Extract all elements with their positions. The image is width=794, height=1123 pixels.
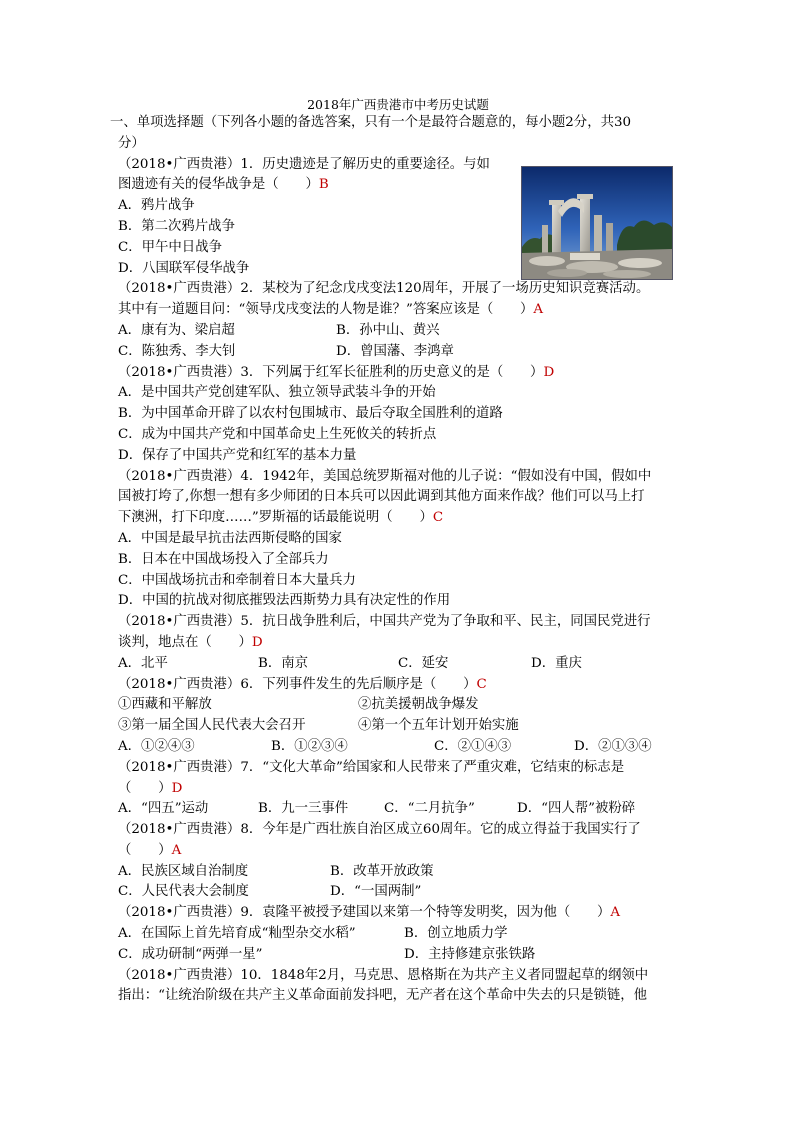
q2-option-b: B．孙中山、黄兴 (336, 322, 440, 338)
q6-option-d: D．②①③④ (574, 738, 652, 754)
q10-stem-cont: 指出：“让统治阶级在共产主义革命面前发抖吧，无产者在这个革命中失去的只是锁链，他 (118, 988, 648, 1004)
q5-option-d: D．重庆 (531, 655, 582, 671)
q4-option-c: C．中国战场抗击和牵制着日本大量兵力 (118, 572, 356, 588)
q9-option-d: D．主持修建京张铁路 (404, 946, 536, 962)
q10-stem: （2018•广西贵港）10．1848年2月，马克思、恩格斯在为共产主义者同盟起草的纲领中 (118, 967, 649, 983)
q6-option-b: B．①②③④ (271, 738, 348, 754)
q2-option-d: D．曾国藩、李鸿章 (336, 343, 454, 359)
page-title: 2018年广西贵港市中考历史试题 (307, 97, 489, 112)
q1-option-d: D．八国联军侵华战争 (118, 260, 250, 276)
q6-event-4: ④第一个五年计划开始实施 (358, 718, 519, 734)
q4-stem: （2018•广西贵港）4．1942年，美国总统罗斯福对他的儿子说：“假如没有中国，假如中 (118, 468, 652, 484)
q9-stem: （2018•广西贵港）9．袁隆平被授予建国以来第一个特等发明奖，因为他（ ）A (118, 905, 621, 921)
q1-option-a: A．鸦片战争 (118, 198, 195, 214)
q2-option-a: A．康有为、梁启超 (118, 322, 235, 338)
q6-event-3: ③第一届全国人民代表大会召开 (118, 718, 306, 734)
q2-options-row2 (118, 342, 678, 363)
q4-stem-cont: 国被打垮了,你想一想有多少师团的日本兵可以因此调到其他方面来作战？他们可以马上打 (118, 489, 645, 505)
q4-answer: C (432, 510, 444, 526)
q8-option-d: D．“一国两制” (330, 884, 422, 900)
ruins-illustration (522, 167, 672, 279)
q5-stem-cont: 谈判，地点在（ ）D (118, 634, 263, 650)
q2-answer: A (533, 302, 544, 318)
q3-option-b: B．为中国革命开辟了以农村包围城市、最后夺取全国胜利的道路 (118, 406, 503, 422)
q8-option-c: C．人民代表大会制度 (118, 884, 249, 900)
q3-option-d: D．保存了中国共产党和红军的基本力量 (118, 447, 357, 463)
q6-events-row2 (118, 716, 678, 737)
q6-answer: C (476, 676, 487, 692)
q5-options (118, 654, 678, 675)
q6-options (118, 737, 678, 758)
q9-option-a: A．在国际上首先培育成“籼型杂交水稻” (118, 926, 356, 942)
q7-stem-cont: （ ）D (118, 780, 183, 796)
q2-stem: （2018•广西贵港）2．某校为了纪念戊戌变法120周年，开展了一场历史知识竞赛活动。 (118, 281, 650, 297)
q7-option-d: D．“四人帮”被粉碎 (517, 801, 636, 817)
q9-options-row1 (118, 924, 678, 945)
q9-options-row2 (118, 945, 678, 966)
q6-event-2: ②抗美援朝战争爆发 (358, 697, 479, 713)
q7-option-a: A．“四五”运动 (118, 801, 209, 817)
q9-answer: A (610, 905, 621, 921)
q6-option-c: C．②①④③ (434, 738, 512, 754)
q3-stem: （2018•广西贵港）3．下列属于红军长征胜利的历史意义的是（ ）D (118, 364, 555, 380)
q8-options-row2 (118, 882, 678, 903)
q2-option-c: C．陈独秀、李大钊 (118, 343, 236, 359)
q6-option-a: A．①②④③ (118, 738, 195, 754)
q7-options (118, 799, 678, 820)
q6-stem: （2018•广西贵港）6．下列事件发生的先后顺序是（ ）C (118, 676, 487, 692)
q6-event-1: ①西藏和平解放 (118, 697, 212, 713)
q3-option-a: A．是中国共产党创建军队、独立领导武装斗争的开始 (118, 385, 436, 401)
q7-answer: D (171, 780, 183, 796)
q4-option-b: B．日本在中国战场投入了全部兵力 (118, 551, 329, 567)
section-heading-cont: 分） (118, 135, 145, 151)
q8-option-b: B．改革开放政策 (330, 863, 434, 879)
q1-stem: （2018•广西贵港）1．历史遗迹是了解历史的重要途径。与如 (118, 156, 490, 172)
q9-option-c: C．成功研制“两弹一星” (118, 946, 263, 962)
q8-stem: （2018•广西贵港）8．今年是广西壮族自治区成立60周年。它的成立得益于我国实行了 (118, 822, 641, 838)
q1-option-b: B．第二次鸦片战争 (118, 218, 235, 234)
q8-answer: A (171, 842, 182, 858)
q3-option-c: C．成为中国共产党和中国革命史上生死攸关的转折点 (118, 426, 437, 442)
q8-options-row1 (118, 862, 678, 883)
q6-events-row1 (118, 695, 678, 716)
q3-answer: D (543, 364, 555, 380)
q1-answer: B (318, 177, 329, 193)
q2-stem-cont: 其中有一道题目问：“领导戊戌变法的人物是谁？”答案应该是（ ）A (118, 302, 544, 318)
q1-stem-cont: 图遗迹有关的侵华战争是（ ）B (118, 177, 329, 193)
q1-option-c: C．甲午中日战争 (118, 239, 222, 255)
q7-stem: （2018•广西贵港）7．“文化大革命”给国家和人民带来了严重灾难，它结束的标志是 (118, 759, 625, 775)
q9-option-b: B．创立地质力学 (404, 926, 508, 942)
section-heading: 一、单项选择题（下列各小题的备选答案，只有一个是最符合题意的，每小题2分，共30 (110, 115, 632, 130)
q5-answer: D (251, 634, 263, 650)
q5-option-a: A．北平 (118, 655, 168, 671)
q4-stem-cont2: 下澳洲，打下印度……”罗斯福的话最能说明（ ）C (118, 510, 444, 526)
q8-stem-cont: （ ）A (118, 842, 182, 858)
q5-option-c: C．延安 (398, 655, 449, 671)
q4-option-a: A．中国是最早抗击法西斯侵略的国家 (118, 530, 342, 546)
q5-stem: （2018•广西贵港）5．抗日战争胜利后，中国共产党为了争取和平、民主，同国民党进行 (118, 614, 651, 630)
q7-option-c: C．“二月抗争” (384, 801, 475, 817)
q2-options-row1 (118, 321, 678, 342)
q5-option-b: B．南京 (258, 655, 309, 671)
ruins-photo (521, 166, 673, 280)
q4-option-d: D．中国的抗战对彻底摧毁法西斯势力具有决定性的作用 (118, 593, 451, 609)
q7-option-b: B．九一三事件 (258, 801, 349, 817)
q8-option-a: A．民族区域自治制度 (118, 863, 249, 879)
